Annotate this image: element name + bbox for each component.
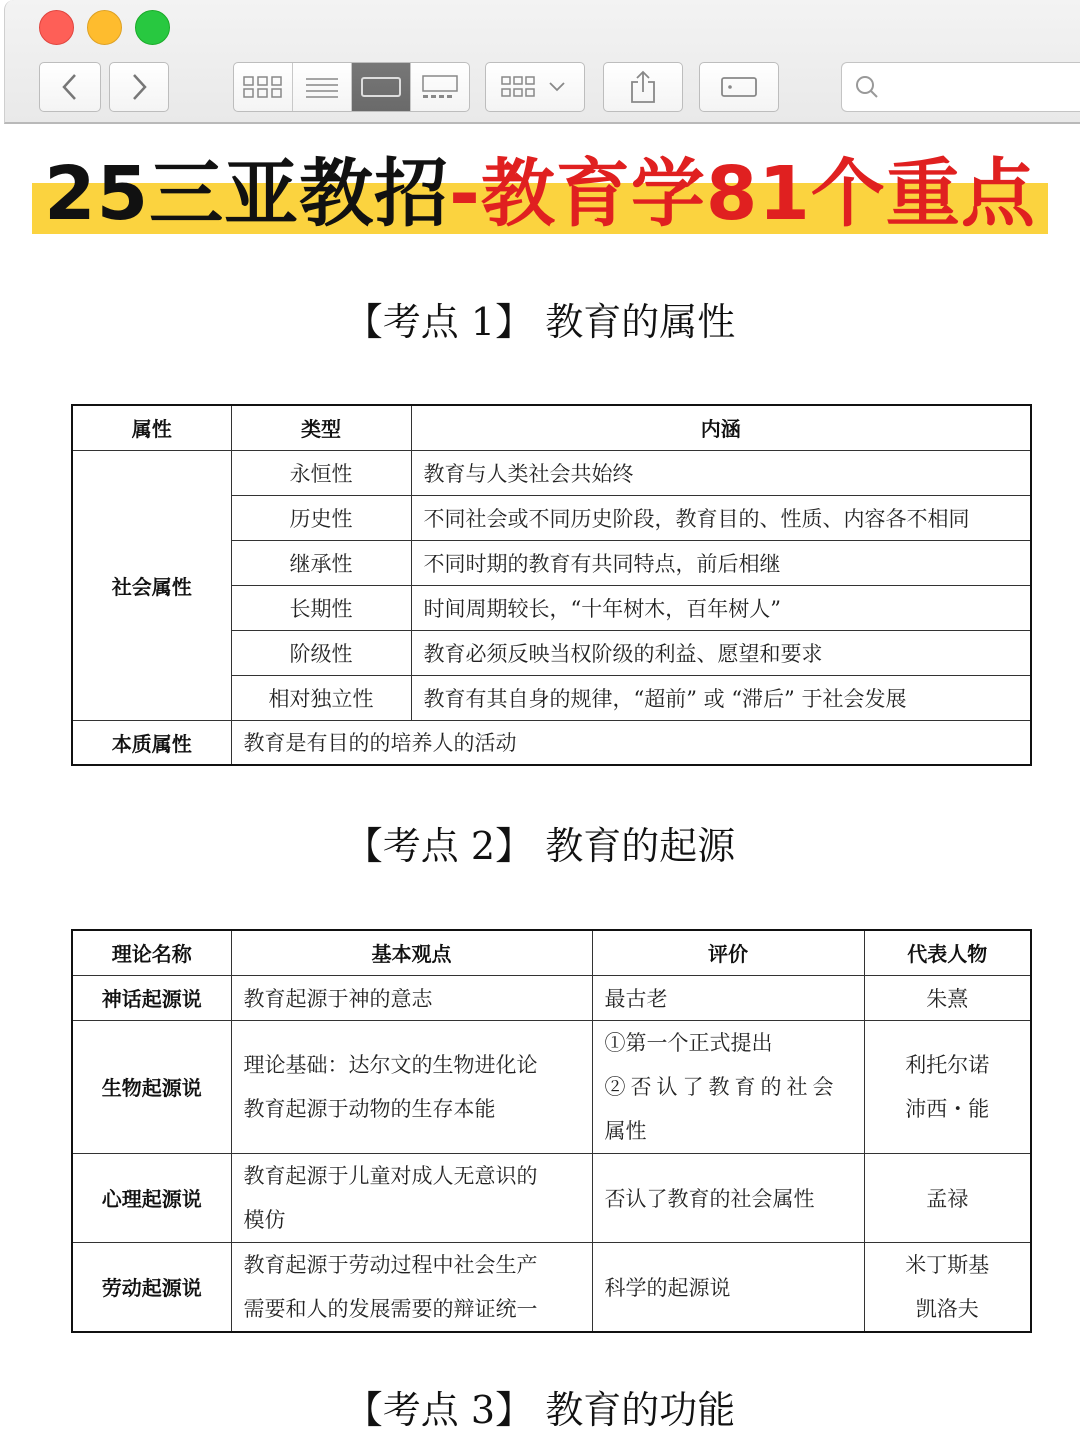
evaluation-line: ②否认了教育的社会 bbox=[604, 1074, 839, 1099]
section3-heading bbox=[0, 1385, 1080, 1435]
view-cell bbox=[231, 1153, 592, 1242]
theory-name-cell: 心理起源说 bbox=[72, 1153, 231, 1242]
page-title bbox=[0, 146, 1080, 242]
chevron-left-icon bbox=[59, 72, 81, 102]
type-cell: 阶级性 bbox=[231, 630, 411, 675]
share-icon bbox=[628, 70, 658, 104]
meaning-cell: 教育有其自身的规律，“超前” 或 “滞后” 于社会发展 bbox=[411, 675, 1031, 720]
meaning-cell: 不同时期的教育有共同特点，前后相继 bbox=[411, 540, 1031, 585]
chevron-right-icon bbox=[128, 72, 150, 102]
bracket-open: 【 bbox=[344, 300, 383, 344]
table-header-row bbox=[72, 405, 1031, 450]
table-row bbox=[72, 975, 1031, 1020]
close-window-button[interactable] bbox=[39, 10, 74, 45]
back-button[interactable] bbox=[39, 62, 101, 112]
table-row bbox=[72, 1020, 1031, 1153]
bracket-open: 【 bbox=[344, 1388, 383, 1432]
people-line: 凯洛夫 bbox=[915, 1296, 979, 1321]
title-part-black: 25三亚教招 bbox=[44, 151, 450, 237]
column-header: 属性 bbox=[72, 405, 231, 450]
column-header: 评价 bbox=[592, 930, 864, 975]
meaning-cell: 时间周期较长，“十年树木，百年树人” bbox=[411, 585, 1031, 630]
section1-heading bbox=[0, 297, 1080, 347]
search-input[interactable] bbox=[888, 76, 1080, 99]
meaning-cell: 教育是有目的的培养人的活动 bbox=[231, 720, 1031, 765]
tag-icon bbox=[719, 74, 759, 100]
section2-heading bbox=[0, 821, 1080, 871]
column-header: 理论名称 bbox=[72, 930, 231, 975]
share-button[interactable] bbox=[603, 62, 683, 112]
view-mode-segmented-control bbox=[233, 62, 470, 112]
gallery-view-button[interactable] bbox=[411, 63, 469, 111]
evaluation-line: 属性 bbox=[604, 1118, 647, 1143]
heading-topic: 教育的功能 bbox=[545, 1388, 736, 1432]
heading-number: 1 bbox=[470, 300, 496, 344]
column-header: 基本观点 bbox=[231, 930, 592, 975]
attribute-cell: 本质属性 bbox=[72, 720, 231, 765]
education-attributes-table bbox=[71, 404, 1032, 766]
view-line: 教育起源于劳动过程中社会生产 bbox=[243, 1252, 538, 1277]
theory-name-cell: 劳动起源说 bbox=[72, 1242, 231, 1332]
column-header: 类型 bbox=[231, 405, 411, 450]
view-line: 教育起源于儿童对成人无意识的 bbox=[243, 1163, 538, 1188]
evaluation-cell: 科学的起源说 bbox=[592, 1242, 864, 1332]
heading-label: 考点 bbox=[382, 1388, 459, 1432]
list-view-button[interactable] bbox=[293, 63, 352, 111]
title-part-red: -教育学81个重点 bbox=[449, 151, 1036, 237]
meaning-cell: 教育必须反映当权阶级的利益、愿望和要求 bbox=[411, 630, 1031, 675]
table-row bbox=[72, 450, 1031, 495]
column-view-icon bbox=[360, 74, 402, 100]
list-view-icon bbox=[304, 74, 340, 100]
gallery-view-icon bbox=[419, 74, 461, 100]
heading-number: 3 bbox=[470, 1388, 496, 1432]
tag-button[interactable] bbox=[699, 62, 779, 112]
meaning-cell: 教育与人类社会共始终 bbox=[411, 450, 1031, 495]
zoom-window-button[interactable] bbox=[135, 10, 170, 45]
group-grid-icon bbox=[500, 74, 570, 100]
forward-button[interactable] bbox=[109, 62, 169, 112]
view-line: 需要和人的发展需要的辩证统一 bbox=[243, 1296, 538, 1321]
column-view-button[interactable] bbox=[352, 63, 411, 111]
heading-label: 考点 bbox=[382, 300, 459, 344]
type-cell: 永恒性 bbox=[231, 450, 411, 495]
people-line: 沛西・能 bbox=[905, 1096, 990, 1121]
heading-label: 考点 bbox=[382, 824, 459, 868]
evaluation-cell: 否认了教育的社会属性 bbox=[592, 1153, 864, 1242]
evaluation-cell: 最古老 bbox=[592, 975, 864, 1020]
search-field[interactable] bbox=[841, 62, 1080, 112]
people-cell bbox=[864, 1020, 1031, 1153]
heading-number: 2 bbox=[470, 824, 496, 868]
column-header: 内涵 bbox=[411, 405, 1031, 450]
bracket-close: 】 bbox=[495, 300, 534, 344]
type-cell: 相对独立性 bbox=[231, 675, 411, 720]
view-cell bbox=[231, 1020, 592, 1153]
type-cell: 长期性 bbox=[231, 585, 411, 630]
evaluation-line: ①第一个正式提出 bbox=[604, 1030, 773, 1055]
people-cell bbox=[864, 1242, 1031, 1332]
meaning-cell: 不同社会或不同历史阶段，教育目的、性质、内容各不相同 bbox=[411, 495, 1031, 540]
people-line: 利托尔诺 bbox=[905, 1052, 990, 1077]
view-line: 理论基础：达尔文的生物进化论 bbox=[243, 1052, 538, 1077]
type-cell: 历史性 bbox=[231, 495, 411, 540]
type-cell: 继承性 bbox=[231, 540, 411, 585]
minimize-window-button[interactable] bbox=[87, 10, 122, 45]
bracket-close: 】 bbox=[495, 1388, 534, 1432]
column-header: 代表人物 bbox=[864, 930, 1031, 975]
heading-topic: 教育的起源 bbox=[545, 824, 736, 868]
evaluation-cell bbox=[592, 1020, 864, 1153]
attribute-cell: 社会属性 bbox=[72, 450, 231, 720]
view-line: 模仿 bbox=[243, 1207, 286, 1232]
bracket-close: 】 bbox=[495, 824, 534, 868]
grid-view-icon bbox=[242, 74, 284, 100]
window-toolbar bbox=[4, 0, 1080, 124]
table-row bbox=[72, 720, 1031, 765]
table-row bbox=[72, 1242, 1031, 1332]
education-origin-table bbox=[71, 929, 1032, 1333]
table-row bbox=[72, 1153, 1031, 1242]
view-line: 教育起源于动物的生存本能 bbox=[243, 1096, 496, 1121]
view-cell bbox=[231, 1242, 592, 1332]
bracket-open: 【 bbox=[344, 824, 383, 868]
theory-name-cell: 生物起源说 bbox=[72, 1020, 231, 1153]
people-cell: 孟禄 bbox=[864, 1153, 1031, 1242]
icon-view-button[interactable] bbox=[234, 63, 293, 111]
theory-name-cell: 神话起源说 bbox=[72, 975, 231, 1020]
heading-topic: 教育的属性 bbox=[545, 300, 736, 344]
group-by-dropdown[interactable] bbox=[485, 62, 585, 112]
view-cell: 教育起源于神的意志 bbox=[231, 975, 592, 1020]
table-header-row bbox=[72, 930, 1031, 975]
people-line: 米丁斯基 bbox=[905, 1252, 990, 1277]
search-icon bbox=[854, 74, 880, 100]
people-cell: 朱熹 bbox=[864, 975, 1031, 1020]
